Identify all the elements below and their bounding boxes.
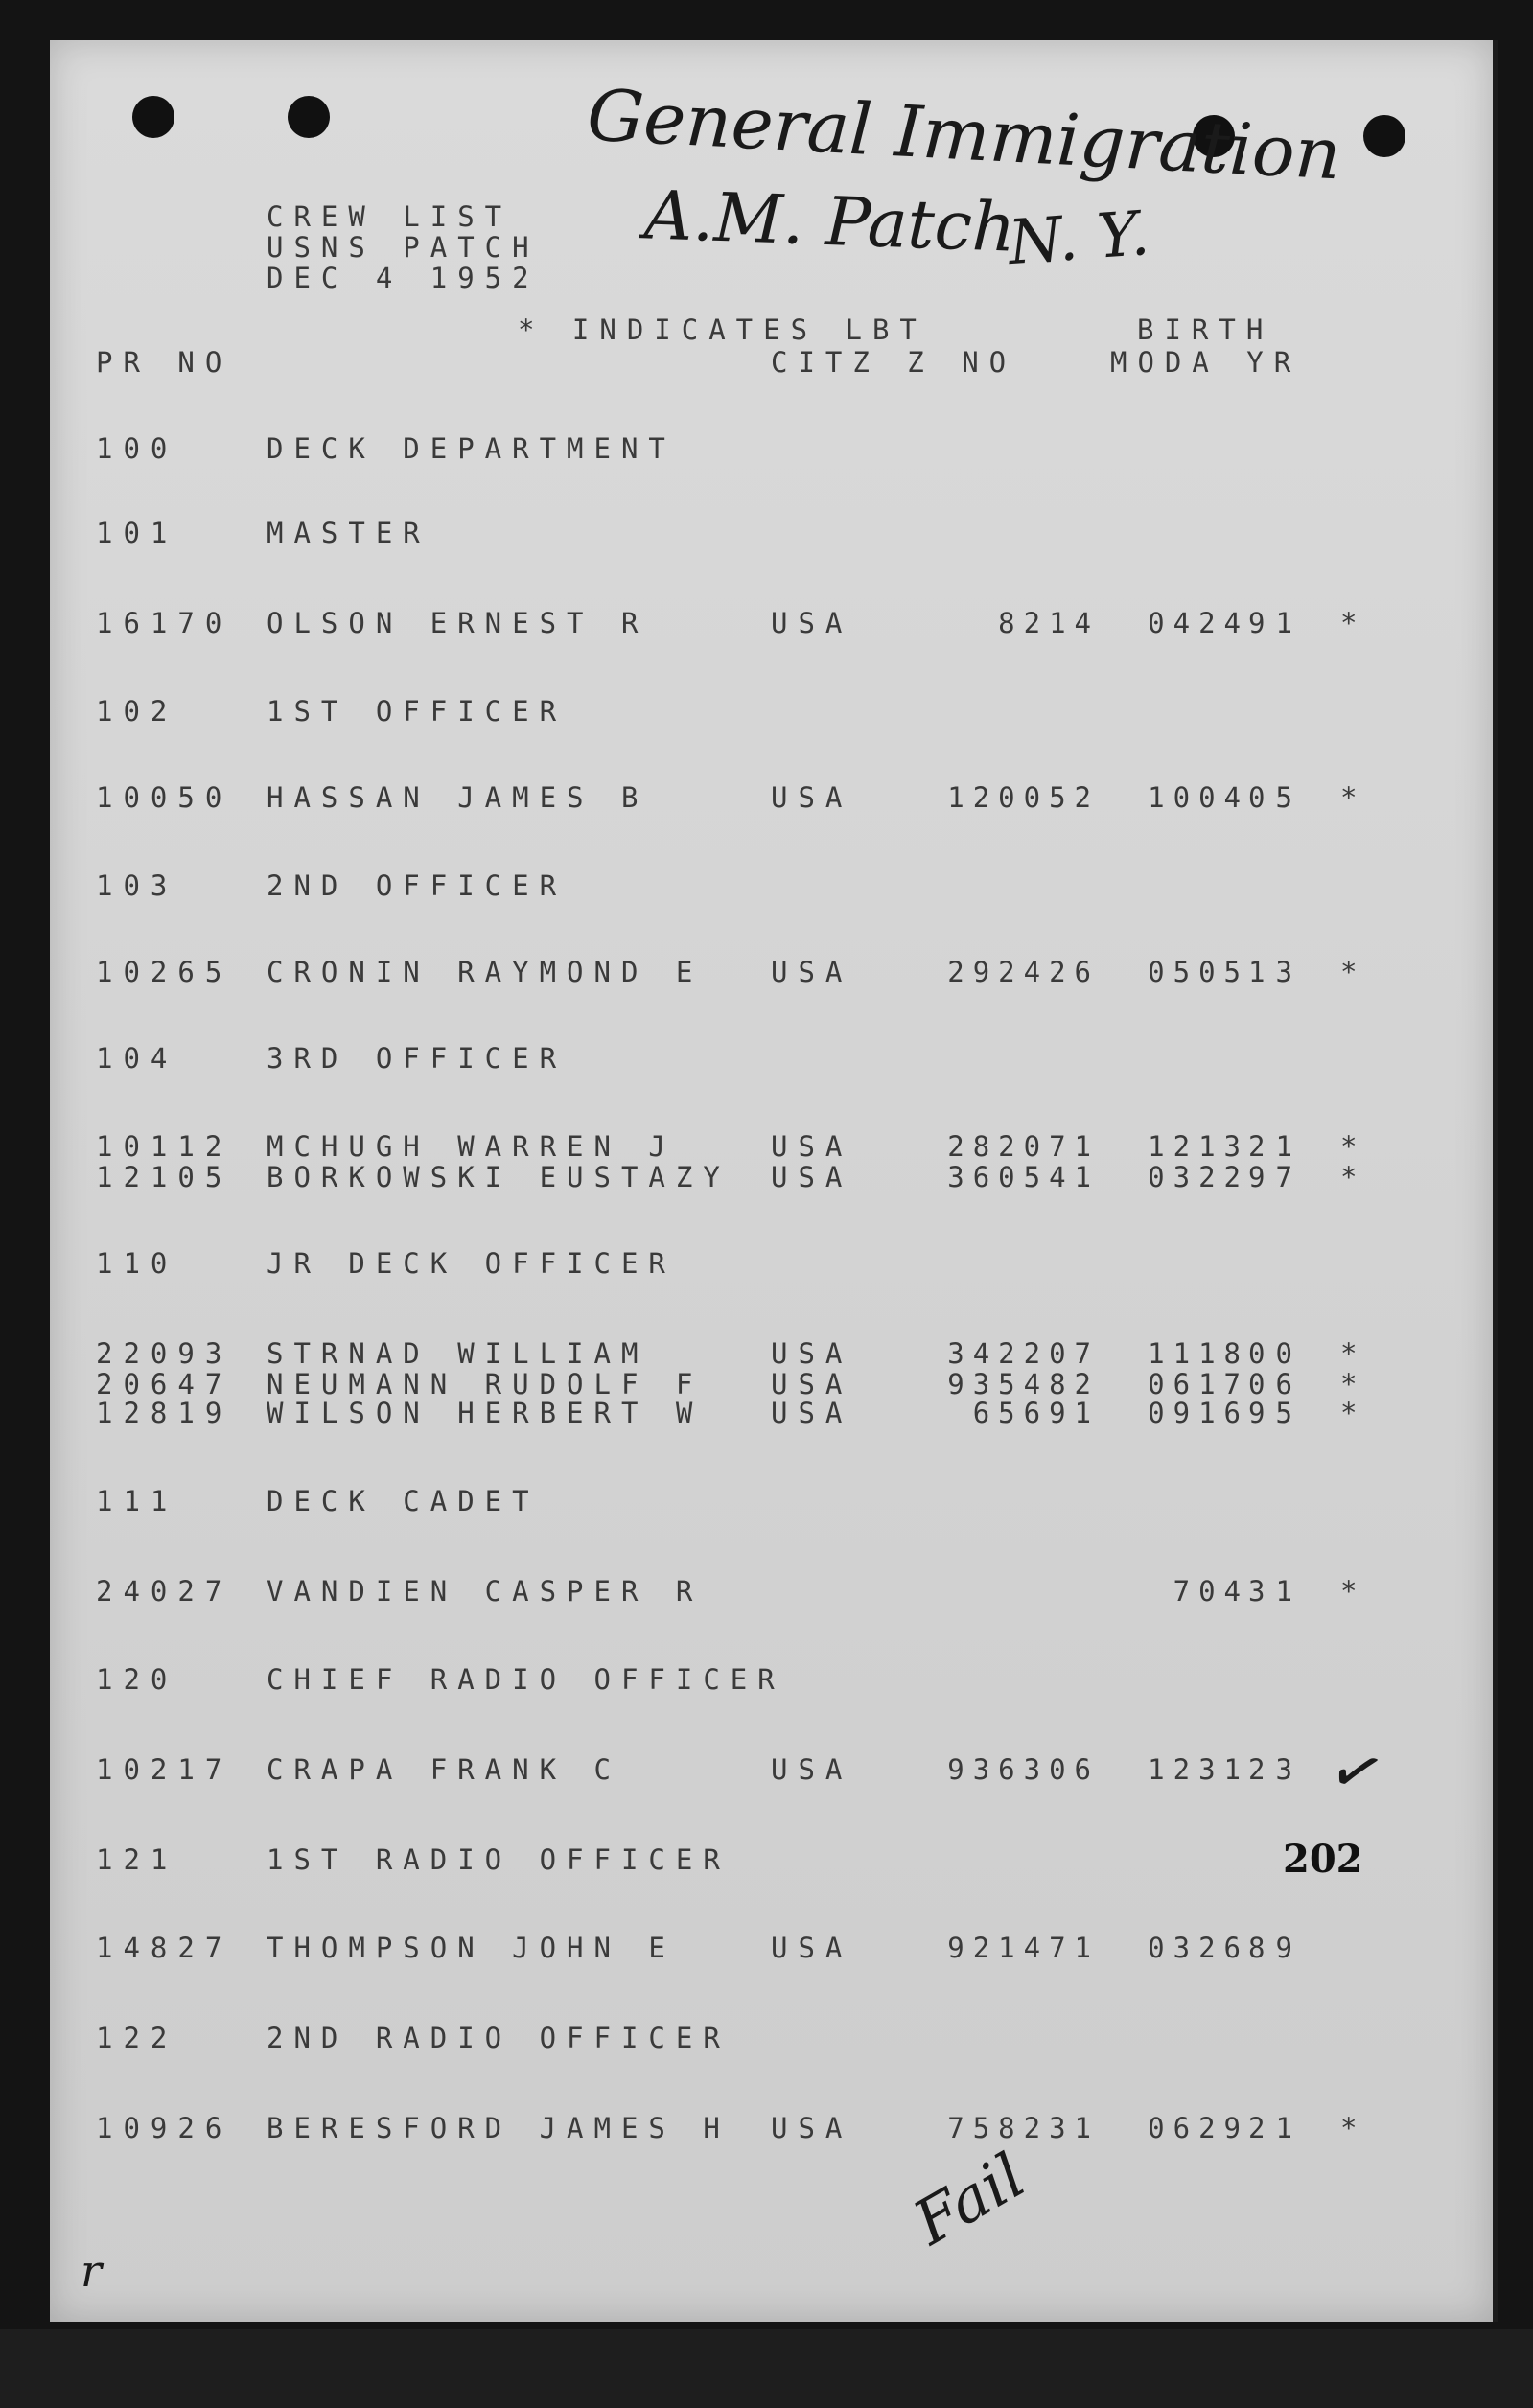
section-row xyxy=(50,432,1493,468)
citizenship: USA xyxy=(771,956,853,988)
crew-name: NEUMANN RUDOLF F xyxy=(267,1368,704,1401)
z-number: 935482 xyxy=(947,1368,1100,1401)
page-stamp-number: 202 xyxy=(1283,1837,1363,1882)
z-number: 758231 xyxy=(947,2112,1100,2144)
punch-hole xyxy=(1363,115,1405,157)
birth-year: 23 xyxy=(1248,1753,1303,1786)
section-name: 1ST OFFICER xyxy=(267,695,568,728)
pr-number: 10217 xyxy=(96,1753,233,1786)
section-name: MASTER xyxy=(267,517,430,549)
birth-header: BIRTH xyxy=(1137,313,1274,346)
section-name: 3RD OFFICER xyxy=(267,1042,568,1075)
citizenship: USA xyxy=(771,781,853,814)
section-code: 110 xyxy=(96,1247,178,1280)
column-citz-z-no: CITZ Z NO xyxy=(771,346,1017,379)
punch-hole xyxy=(288,96,330,138)
pr-number: 14827 xyxy=(96,1932,233,1964)
section-code: 111 xyxy=(96,1485,178,1517)
birth-month-day: 0505 xyxy=(1148,956,1249,988)
lbt-mark: * xyxy=(1340,781,1368,814)
section-code: 121 xyxy=(96,1843,178,1876)
z-number: 292426 xyxy=(947,956,1100,988)
birth-month-day: 1213 xyxy=(1148,1130,1249,1163)
section-code: 104 xyxy=(96,1042,178,1075)
crew-name: CRAPA FRANK C xyxy=(267,1753,621,1786)
section-name: 2ND OFFICER xyxy=(267,869,568,902)
birth-month-day: 1118 xyxy=(1148,1337,1249,1370)
check-mark-icon: ✓ xyxy=(1320,1728,1394,1816)
crew-member-row xyxy=(50,781,1493,817)
birth-year: 97 xyxy=(1248,1161,1303,1193)
punch-hole xyxy=(132,96,174,138)
citizenship: USA xyxy=(771,1397,853,1429)
pr-number: 24027 xyxy=(96,1575,233,1608)
crew-name: OLSON ERNEST R xyxy=(267,607,649,639)
section-row xyxy=(50,1042,1493,1077)
header-line-3: DEC 4 1952 xyxy=(267,262,540,294)
citizenship: USA xyxy=(771,2112,853,2144)
z-number: 360541 xyxy=(947,1161,1100,1193)
crew-name: HASSAN JAMES B xyxy=(267,781,649,814)
crew-member-row xyxy=(50,2112,1493,2147)
section-name: 1ST RADIO OFFICER xyxy=(267,1843,731,1876)
crew-member-row xyxy=(50,1753,1493,1789)
section-code: 100 xyxy=(96,432,178,465)
pr-number: 12105 xyxy=(96,1161,233,1193)
crew-member-row xyxy=(50,956,1493,991)
birth-month-day: 1231 xyxy=(1148,1753,1249,1786)
birth-month-day: 0617 xyxy=(1148,1368,1249,1401)
z-number: 120052 xyxy=(947,781,1100,814)
section-code: 103 xyxy=(96,869,178,902)
birth-year: 95 xyxy=(1248,1397,1303,1429)
section-name: CHIEF RADIO OFFICER xyxy=(267,1663,785,1696)
pr-number: 10050 xyxy=(96,781,233,814)
birth-year: 05 xyxy=(1248,781,1303,814)
crew-name: MCHUGH WARREN J xyxy=(267,1130,676,1163)
lbt-mark: * xyxy=(1340,2112,1368,2144)
column-moda-yr: MODA YR xyxy=(1110,346,1302,379)
citizenship: USA xyxy=(771,1368,853,1401)
lbt-mark: * xyxy=(1340,1397,1368,1429)
column-pr-no: PR NO xyxy=(96,346,233,379)
handwritten-location: N. Y. xyxy=(1006,197,1152,280)
citizenship: USA xyxy=(771,1161,853,1193)
birth-year: 31 xyxy=(1248,1575,1303,1608)
crew-name: CRONIN RAYMOND E xyxy=(267,956,704,988)
birth-month-day: 0326 xyxy=(1148,1932,1249,1964)
crew-name: THOMPSON JOHN E xyxy=(267,1932,676,1964)
crew-member-row xyxy=(50,1934,1493,1967)
z-number: 8214 xyxy=(998,607,1100,639)
birth-year: 21 xyxy=(1248,2112,1303,2144)
lbt-mark: * xyxy=(1340,1161,1368,1193)
section-code: 102 xyxy=(96,695,178,728)
pr-number: 10926 xyxy=(96,2112,233,2144)
birth-year: 06 xyxy=(1248,1368,1303,1401)
birth-month-day: 0424 xyxy=(1148,607,1249,639)
crew-name: BERESFORD JAMES H xyxy=(267,2112,731,2144)
birth-month-day: 0629 xyxy=(1148,2112,1249,2144)
z-number: 936306 xyxy=(947,1753,1100,1786)
pr-number: 22093 xyxy=(96,1337,233,1370)
birth-year: 00 xyxy=(1248,1337,1303,1370)
birth-month-day: 0916 xyxy=(1148,1397,1249,1429)
scan-border xyxy=(0,2329,1533,2408)
pr-number: 10112 xyxy=(96,1130,233,1163)
citizenship: USA xyxy=(771,607,853,639)
section-row xyxy=(50,2022,1493,2057)
pr-number: 12819 xyxy=(96,1397,233,1429)
birth-month-day: 1004 xyxy=(1148,781,1249,814)
z-number: 921471 xyxy=(947,1932,1100,1964)
section-code: 101 xyxy=(96,517,178,549)
section-name: DECK DEPARTMENT xyxy=(267,432,676,465)
pr-number: 16170 xyxy=(96,607,233,639)
crew-member-row xyxy=(50,607,1493,642)
birth-month-day: 0322 xyxy=(1148,1161,1249,1193)
lbt-mark: * xyxy=(1340,1368,1368,1401)
section-row xyxy=(50,869,1493,905)
indicates-lbt-note: * INDICATES LBT xyxy=(518,313,927,346)
section-name: 2ND RADIO OFFICER xyxy=(267,2022,731,2054)
section-row xyxy=(50,695,1493,730)
section-code: 120 xyxy=(96,1663,178,1696)
handwritten-title: General Immigration xyxy=(585,74,1343,197)
section-name: JR DECK OFFICER xyxy=(267,1247,676,1280)
citizenship: USA xyxy=(771,1337,853,1370)
citizenship: USA xyxy=(771,1932,853,1964)
birth-year: 13 xyxy=(1248,956,1303,988)
lbt-mark: * xyxy=(1340,956,1368,988)
citizenship: USA xyxy=(771,1753,853,1786)
lbt-mark: * xyxy=(1340,1337,1368,1370)
birth-year: 89 xyxy=(1248,1932,1303,1964)
pr-number: 10265 xyxy=(96,956,233,988)
pr-number: 20647 xyxy=(96,1368,233,1401)
crew-name: WILSON HERBERT W xyxy=(267,1397,704,1429)
lbt-mark: * xyxy=(1340,1575,1368,1608)
z-number: 342207 xyxy=(947,1337,1100,1370)
section-row xyxy=(50,1663,1493,1699)
birth-year: 91 xyxy=(1248,607,1303,639)
crew-name: VANDIEN CASPER R xyxy=(267,1575,704,1608)
z-number: 282071 xyxy=(947,1130,1100,1163)
crew-list-page xyxy=(50,40,1498,2322)
lbt-mark: * xyxy=(1340,1130,1368,1163)
crew-name: STRNAD WILLIAM xyxy=(267,1337,649,1370)
citizenship: USA xyxy=(771,1130,853,1163)
crew-name: BORKOWSKI EUSTAZY xyxy=(267,1161,731,1193)
handwritten-note: Fail xyxy=(902,2141,1037,2259)
crew-member-row xyxy=(50,1397,1493,1432)
crew-member-row xyxy=(50,1575,1493,1610)
birth-year: 21 xyxy=(1248,1130,1303,1163)
lbt-mark: * xyxy=(1340,607,1368,639)
section-name: DECK CADET xyxy=(267,1485,540,1517)
header-line-1: CREW LIST xyxy=(267,200,513,233)
birth-month-day: 704 xyxy=(1173,1575,1249,1608)
section-row xyxy=(50,1247,1493,1283)
handwritten-corner-mark: r xyxy=(81,2245,102,2297)
crew-member-row xyxy=(50,1161,1493,1196)
section-row xyxy=(50,1843,1493,1879)
section-code: 122 xyxy=(96,2022,178,2054)
section-row xyxy=(50,1485,1493,1520)
handwritten-ship: A.M. Patch xyxy=(642,175,1017,267)
section-row xyxy=(50,517,1493,552)
z-number: 65691 xyxy=(972,1397,1100,1429)
header-line-2: USNS PATCH xyxy=(267,231,540,264)
